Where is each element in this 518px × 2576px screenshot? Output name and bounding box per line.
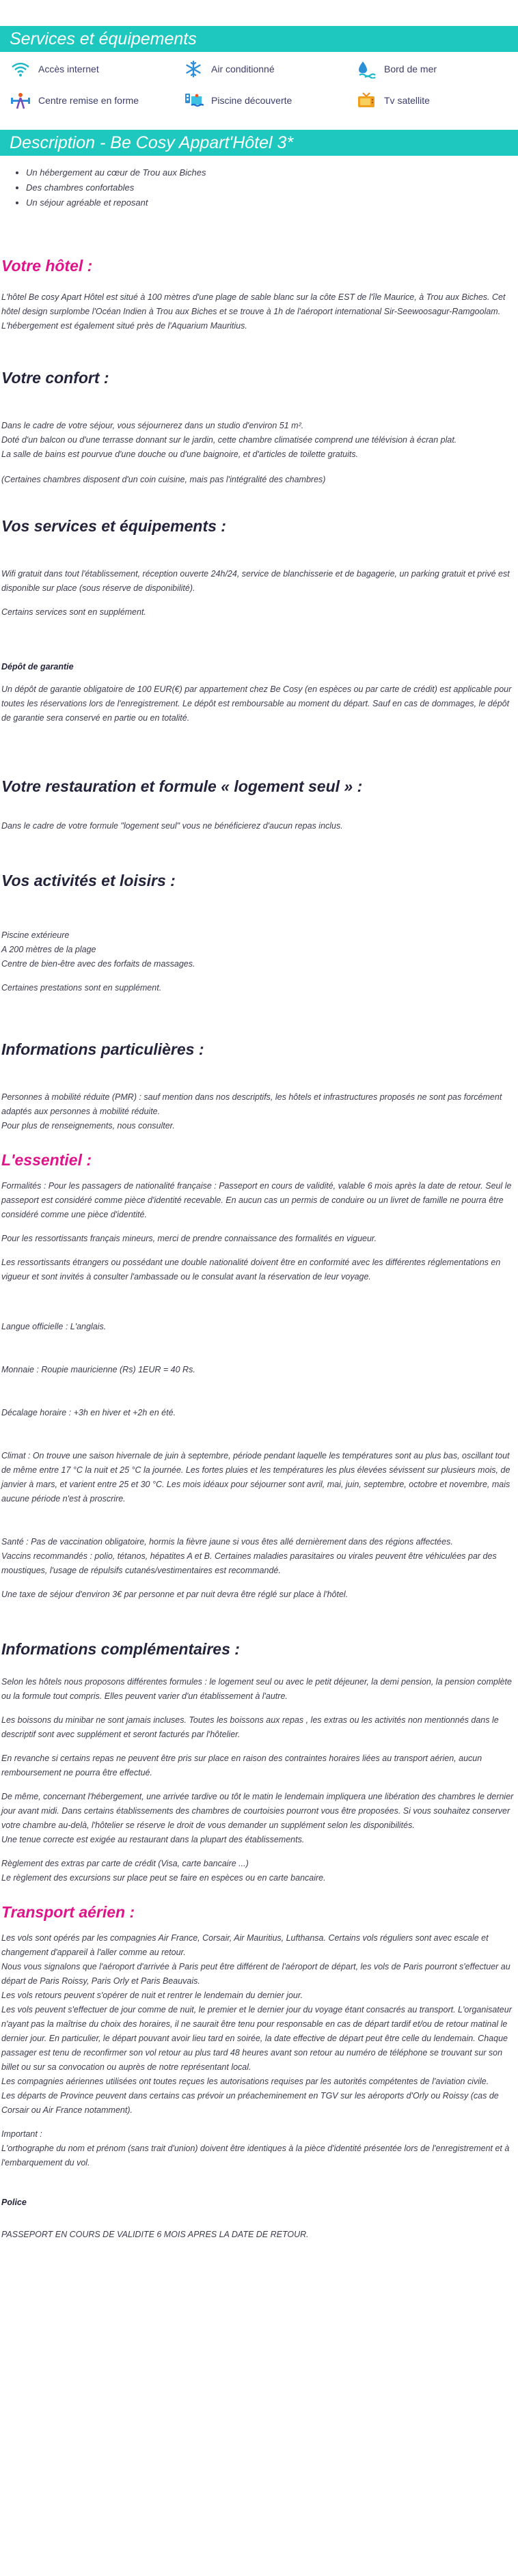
fitness-icon [10,89,31,111]
essential-currency: Monnaie : Roupie mauricienne (Rs) 1EUR = 40 Rs. [1,1365,195,1374]
dining-heading: Votre restauration et formule « logement seul » : [1,777,363,795]
essential-climate: Climat : On trouve une saison hivernale de juin à septembre, période pendant laquelle les températures sont au plus bas, oscillant tout de même entre 17 °C la nuit et 25 °C la journée. Les fortes pluies et les températures les plus élevées sévissent sur plusieurs mois, de janvier à mars, et varient entre 25 et 30 °C. Les mois idéaux pour séjourner sont avril, mai, juin, septembre, octobre et novembre, mais aucune période n'est à proscrire. [1,1451,510,1504]
essential-text: Pour les ressortissants français mineurs, merci de prendre connaissance des formalités en vigueur. [1,1234,377,1243]
complementary-text: En revanche si certains repas ne peuvent être pris sur place en raison des contraintes horaires liées au transport aérien, aucun remboursement ne pourra être effectué. [1,1754,482,1777]
police-heading: Police [1,2198,27,2207]
essential-text: Formalités : Pour les passagers de nationalité française : Passeport en cours de validité, valable 6 mois après la date de retour. Seul le passeport est considéré comme pièce d'identité recevable. En aucun cas un permis de conduire ou un livret de famille ne pourra être considéré comme une pièce d'identité. [1,1181,512,1219]
comfort-text: La salle de bains est pourvue d'une douche ou d'une baignoire, et d'articles de toilette gratuits. [1,449,359,459]
comfort-text: Doté d'un balcon ou d'une terrasse donnant sur le jardin, cette chambre climatisée comprend une télévision à écran plat. [1,435,457,445]
amenity-pool [182,89,355,112]
list-item: • Un séjour agréable et reposant [26,195,518,210]
list-item: • Des chambres confortables [26,180,518,195]
air-text: L'orthographe du nom et prénom (sans trait d'union) doivent être identiques à la pièce d'identité présentée lors de l'enregistrement et à l'embarquement du vol. [1,2144,510,2168]
amenity-label: Air conditionné [211,64,275,74]
highlights-list [0,156,518,210]
amenity-label: Piscine découverte [211,95,292,106]
air-text: Les compagnies aériennes utilisées ont toutes reçues les autorisations requises par les autorités compétentes de l'aviation civile. [1,2077,489,2086]
air-text: Nous vous signalons que l'aéroport d'arrivée à Paris peut être différent de l'aéroport de départ, les vols de Paris pourront s'effectuer au départ de Paris Roissy, Paris Orly et Paris Beauvais. [1,1962,510,1986]
particular-text: Personnes à mobilité réduite (PMR) : sauf mention dans nos descriptifs, les hôtels et infrastructures proposés ne sont pas forcément adaptés aux personnes à mobilité réduite. [1,1092,502,1116]
complementary-heading: Informations complémentaires : [1,1640,240,1658]
amenity-label: Accès internet [38,64,99,74]
amenities-grid [0,52,518,119]
complementary-text: Les boissons du minibar ne sont jamais incluses. Toutes les boissons aux repas , les extras ou les activités non mentionnés dans le descriptif sont avec supplément et seront facturés par l'hôtelier. [1,1715,499,1739]
essential-health: Vaccins recommandés : polio, tétanos, hépatites A et B. Certaines maladies parasitaires ou virales peuvent être véhiculées par des moustiques, l'usage de répulsifs cutanés/vestimentaires est recommandé. [1,1551,497,1575]
amenity-internet [10,57,182,81]
dining-text: Dans le cadre de votre formule "logement seul" vous ne bénéficierez d'aucun repas inclus. [1,821,343,831]
comfort-text: (Certaines chambres disposent d'un coin cuisine, mais pas l'intégralité des chambres) [1,475,326,484]
particular-text: Pour plus de renseignements, nous consulter. [1,1121,175,1131]
services-text: Certains services sont en supplément. [1,607,146,617]
amenity-fitness [10,89,182,112]
complementary-text: Selon les hôtels nous proposons différentes formules : le logement seul ou avec le petit déjeuner, la demi pension, la pension complète ou la formule tout compris. Elles peuvent varier d'un établissement à l'autre. [1,1677,512,1701]
police-text: PASSEPORT EN COURS DE VALIDITE 6 MOIS APRES LA DATE DE RETOUR. [1,2230,309,2239]
amenity-label: Tv satellite [384,95,430,106]
comfort-heading: Votre confort : [1,369,109,387]
amenity-tv [355,89,518,112]
activities-note: Certaines prestations sont en supplément. [1,983,162,993]
pool-icon [182,89,204,111]
hotel-text: L'hôtel Be cosy Apart Hôtel est situé à 100 mètres d'une plage de sable blanc sur la côte EST de l'île Maurice, à Trou aux Biches. Cet hôtel design surplombe l'Océan Indien à Trou aux Biches et se trouve à 1h de l'aéroport international Sir-Seewoosagur-Ramgoolam. L'hébergement est également situé près de l'Aquarium Mauritius. [1,292,506,331]
activities-item: Piscine extérieure [1,930,70,940]
page [0,26,518,2249]
services-heading: Vos services et équipements : [1,517,226,535]
essential-language: Langue officielle : L'anglais. [1,1322,107,1331]
activities-heading: Vos activités et loisirs : [1,872,176,889]
essential-timezone: Décalage horaire : +3h en hiver et +2h en été. [1,1408,176,1417]
comfort-text: Dans le cadre de votre séjour, vous séjournerez dans un studio d'environ 51 m². [1,421,304,430]
essential-text: Les ressortissants étrangers ou possédant une double nationalité doivent être en conformité avec les différentes réglementations en vigueur et sont invités à consulter l'ambassade ou le consulat avant la réservation de leur voyage. [1,1258,501,1282]
tv-icon [355,89,377,111]
air-heading: Transport aérien : [1,1903,135,1921]
activities-item: Centre de bien-être avec des forfaits de massages. [1,959,195,969]
essential-tax: Une taxe de séjour d'environ 3€ par personne et par nuit devra être réglé sur place à l'hôtel. [1,1590,349,1599]
deposit-text: Un dépôt de garantie obligatoire de 100 EUR(€) par appartement chez Be Cosy (en espèces ou par carte de crédit) est applicable pour toutes les réservations lors de l'enregistrement. Le dépôt est remboursable au moment du départ. Sauf en cas de dommages, le dépôt de garantie sera conservé en partie ou en totalité. [1,684,512,723]
complementary-text: Une tenue correcte est exigée au restaurant dans la plupart des établissements. [1,1835,305,1844]
complementary-text: Règlement des extras par carte de crédit (Visa, carte bancaire ...) [1,1859,249,1868]
amenity-seaside [355,57,518,81]
complementary-text: De même, concernant l'hébergement, une arrivée tardive ou tôt le matin le lendemain impliquera une libération des chambres le dernier jour avant midi. Dans certains établissements des chambres de courtoisies pourront vous être proposées. Si vous souhaitez conserver votre chambre au-delà, l'hôtelier se réserve le droit de vous demander un supplément selon les disponibilités. [1,1792,514,1830]
air-text: Les vols sont opérés par les compagnies Air France, Corsair, Air Mauritius, Lufthansa. Certains vols réguliers sont avec escale et changement d'appareil à l'aller comme au retour. [1,1933,489,1957]
water-drop-icon [355,58,377,80]
essential-heading: L'essentiel : [1,1151,92,1169]
description-title: Description - Be Cosy Appart'Hôtel 3* [0,130,518,156]
particular-heading: Informations particulières : [1,1040,204,1058]
air-important: Important : [1,2129,42,2139]
essential-health: Santé : Pas de vaccination obligatoire, hormis la fièvre jaune si vous êtes allé dernièrement dans des régions affectées. [1,1537,453,1547]
amenity-label: Bord de mer [384,64,437,74]
hotel-heading: Votre hôtel : [1,257,93,275]
air-text: Les vols peuvent s'effectuer de jour comme de nuit, le premier et le dernier jour du voyage étant consacrés au transport. L'organisateur n'ayant pas la maîtrise du choix des horaires, il ne saurait être tenu pour responsable en cas de départ tardif et/ou de retour matinal le dernier jour. En particulier, le départ pouvant avoir lieu tard en soirée, la date effective de départ peut être celle du lendemain. Chaque passager est tenu de reconfirmer son vol retour au plus tard 48 heures avant son retour au numéro de téléphone se trouvant sur son billet ou sur sa convocation ou auprès de notre représentant local. [1,2005,512,2072]
wifi-icon [10,58,31,80]
deposit-heading: Dépôt de garantie [1,662,74,671]
list-item: • Un hébergement au cœur de Trou aux Biches [26,165,518,180]
complementary-text: Le règlement des excursions sur place peut se faire en espèces ou en carte bancaire. [1,1873,326,1883]
activities-item: A 200 mètres de la plage [1,945,96,954]
amenity-label: Centre remise en forme [38,95,139,106]
amenities-title: Services et équipements [0,26,518,52]
snowflake-icon [182,58,204,80]
air-text: Les vols retours peuvent s'opérer de nuit et rentrer le lendemain du dernier jour. [1,1991,303,2000]
air-text: Les départs de Province peuvent dans certains cas prévoir un préacheminement en TGV sur les aéroports d'Orly ou Roissy (cas de Corsair ou Air France notamment). [1,2091,499,2115]
amenity-aircon [182,57,355,81]
services-text: Wifi gratuit dans tout l'établissement, réception ouverte 24h/24, service de blanchisserie et de bagagerie, un parking gratuit et privé est disponible sur place (sous réserve de disponibilité). [1,569,510,593]
